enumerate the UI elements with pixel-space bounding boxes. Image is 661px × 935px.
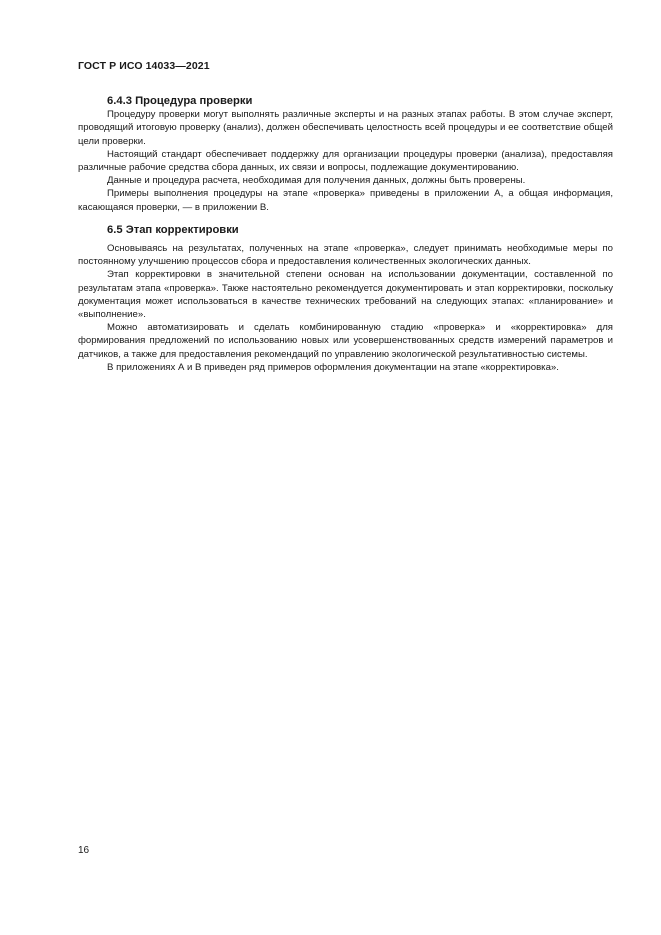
section-heading-correction: 6.5 Этап корректировки — [107, 223, 239, 236]
paragraph: Можно автоматизировать и сделать комбинированную стадию «проверка» и «корректировка» для формирования предложений по использованию новых или усовершенствованных средств измерений параметров и датчиков, а также для предоставления рекомендаций по управлению экологической результативностью системы. — [78, 322, 613, 360]
paragraph: Примеры выполнения процедуры на этапе «проверка» приведены в приложении А, а общая информация, касающаяся проверки, — в приложении В. — [78, 188, 613, 213]
document-header: ГОСТ Р ИСО 14033—2021 — [78, 60, 210, 72]
paragraph: Настоящий стандарт обеспечивает поддержку для организации процедуры проверки (анализа), предоставляя различные рабочие средства сбора данных, их связи и вопросы, подлежащие документированию. — [78, 148, 613, 174]
page-number: 16 — [78, 845, 90, 856]
paragraph: Основываясь на результатах, полученных на этапе «проверка», следует принимать необходимые меры по постоянному улучшению процессов сбора и предоставления количественных экологических данных. — [78, 243, 613, 268]
paragraph: Процедуру проверки могут выполнять различные эксперты и на разных этапах работы. В этом случае эксперт, проводящий итоговую проверку (анализ), должен обеспечивать целостность всей процедуры и ее соответствие общей цели проверки. — [78, 109, 613, 147]
paragraph: В приложениях А и В приведен ряд примеров оформления документации на этапе «корректировка». — [107, 361, 559, 373]
paragraph: Данные и процедура расчета, необходимая для получения данных, должны быть проверены. — [107, 175, 526, 187]
document-body — [78, 95, 613, 374]
section-heading-procedure: 6.4.3 Процедура проверки — [107, 95, 253, 107]
paragraph: Этап корректировки в значительной степени основан на использовании документации, составленной по результатам этапа «проверка». Также настоятельно рекомендуется документировать и этап корректировки, поскольку документация может использоваться в качестве технических требований на следующих этапах: «планирование» и «выполнение». — [78, 269, 613, 321]
